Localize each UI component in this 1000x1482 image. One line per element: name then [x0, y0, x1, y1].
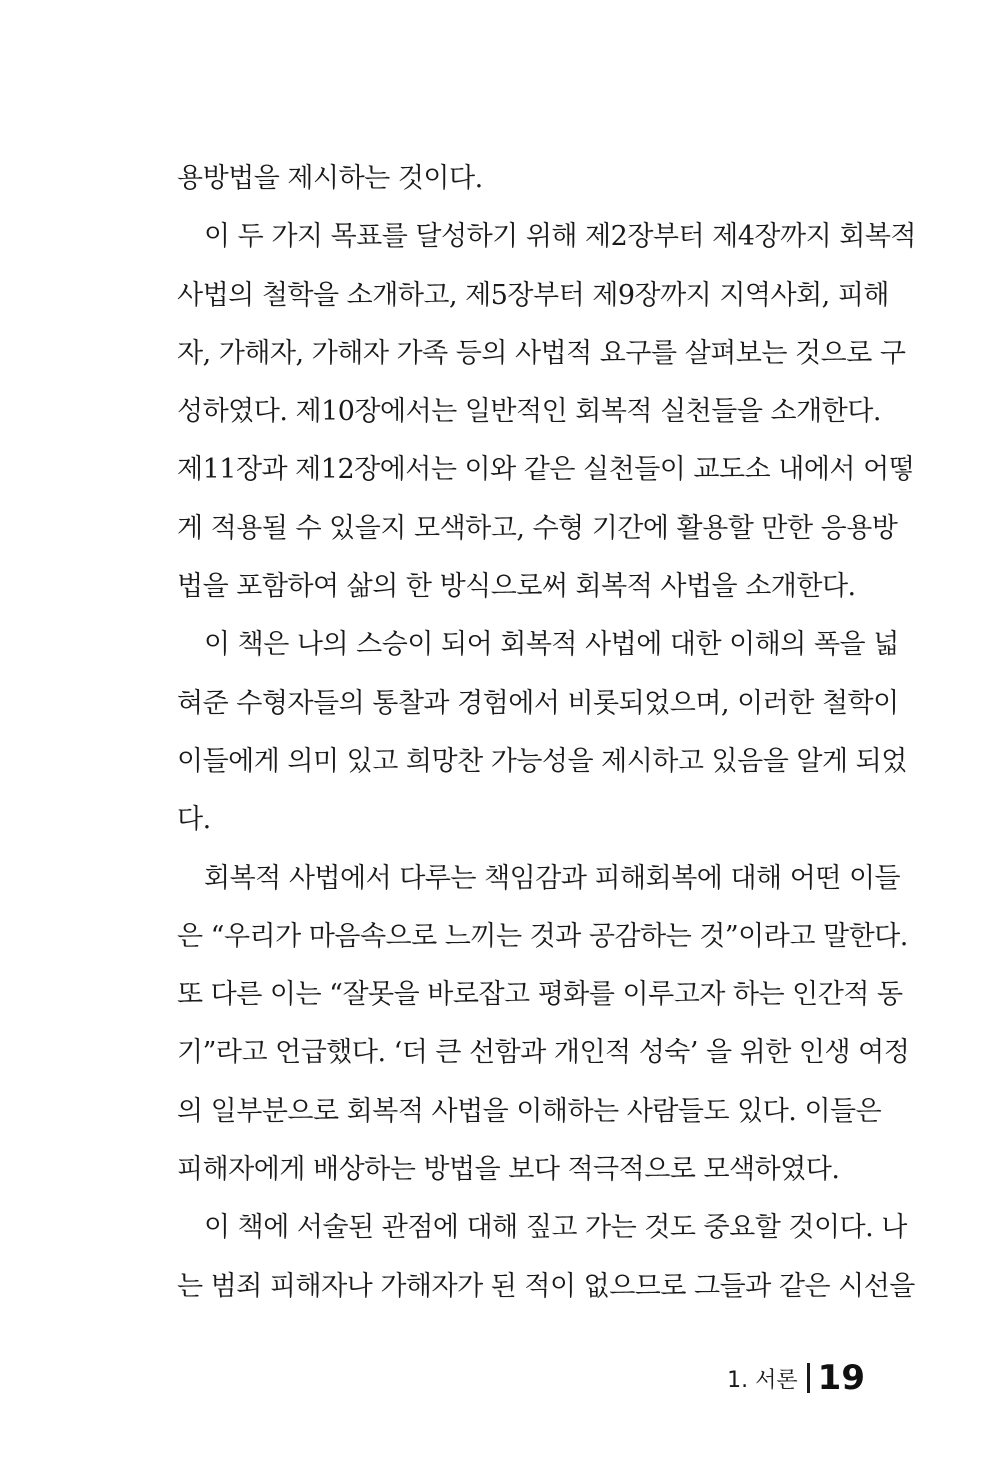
text-line: 은 “우리가 마음속으로 느끼는 것과 공감하는 것”이라고 말한다.: [177, 920, 908, 952]
text-line: 의 일부분으로 회복적 사법을 이해하는 사람들도 있다. 이들은: [177, 1095, 882, 1127]
text-line: 다.: [177, 804, 211, 836]
text-line: 이 책은 나의 스승이 되어 회복적 사법에 대한 이해의 폭을 넓: [204, 629, 899, 661]
text-line: 피해자에게 배상하는 방법을 보다 적극적으로 모색하였다.: [177, 1154, 840, 1186]
text-line: 이 두 가지 목표를 달성하기 위해 제2장부터 제4장까지 회복적: [204, 221, 916, 253]
footer-divider: [807, 1363, 810, 1393]
text-line: 회복적 사법에서 다루는 책임감과 피해회복에 대해 어떤 이들: [204, 862, 901, 894]
chapter-label: 1. 서론: [727, 1367, 798, 1393]
text-line: 게 적용될 수 있을지 모색하고, 수형 기간에 활용할 만한 응용방: [177, 512, 898, 544]
text-line: 자, 가해자, 가해자 가족 등의 사법적 요구를 살펴보는 것으로 구: [177, 337, 906, 369]
text-line: 혀준 수형자들의 통찰과 경험에서 비롯되었으며, 이러한 철학이: [177, 687, 899, 719]
text-line: 이들에게 의미 있고 희망찬 가능성을 제시하고 있음을 알게 되었: [177, 745, 907, 777]
text-line: 제11장과 제12장에서는 이와 같은 실천들이 교도소 내에서 어떻: [177, 454, 915, 486]
text-line: 용방법을 제시하는 것이다.: [177, 163, 483, 194]
page-number: 19: [817, 1358, 865, 1398]
text-line: 이 책에 서술된 관점에 대해 짚고 가는 것도 중요할 것이다. 나: [204, 1212, 907, 1244]
text-line: 기”라고 언급했다. ‘더 큰 선함과 개인적 성숙’ 을 위한 인생 여정: [177, 1037, 910, 1069]
page-body: [177, 150, 916, 1316]
page-footer: [727, 1358, 865, 1398]
text-line: 또 다른 이는 “잘못을 바로잡고 평화를 이루고자 하는 인간적 동: [177, 979, 903, 1011]
text-line: 사법의 철학을 소개하고, 제5장부터 제9장까지 지역사회, 피해: [177, 279, 889, 311]
text-line: 법을 포함하여 삶의 한 방식으로써 회복적 사법을 소개한다.: [177, 571, 856, 603]
text-line: 성하였다. 제10장에서는 일반적인 회복적 실천들을 소개한다.: [177, 396, 881, 428]
text-line: 는 범죄 피해자나 가해자가 된 적이 없으므로 그들과 같은 시선을: [177, 1270, 915, 1302]
